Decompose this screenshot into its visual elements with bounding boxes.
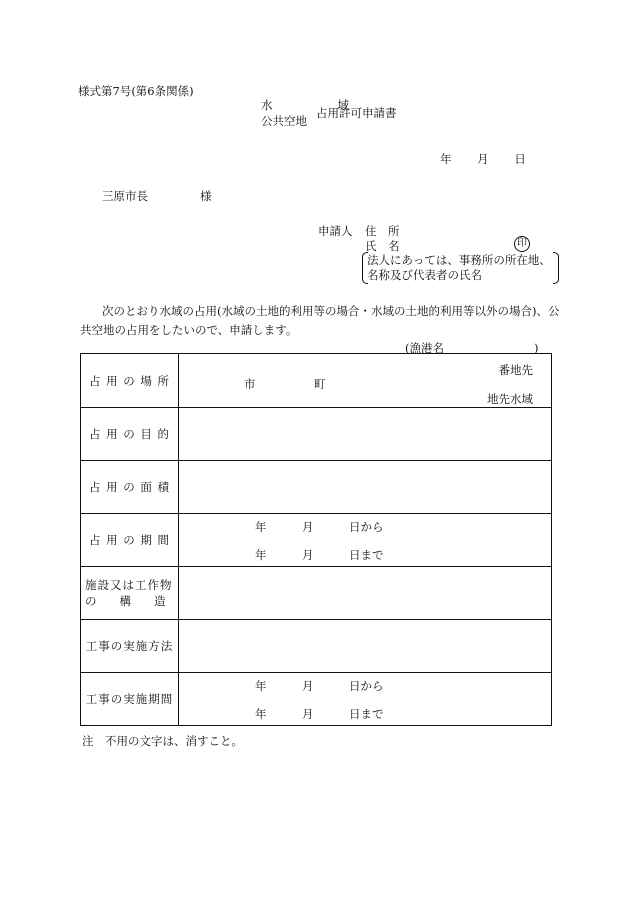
period-from-month: 月: [302, 520, 314, 534]
table-row: [81, 461, 552, 514]
period-to-day: 日まで: [349, 548, 384, 562]
applicant-label: 申請人: [318, 224, 353, 238]
area-field[interactable]: [179, 461, 552, 514]
method-label: 工事の実施方法: [81, 620, 179, 673]
facility-label-zou: 造: [154, 594, 167, 608]
location-town: 町: [314, 377, 326, 391]
application-table: [80, 353, 552, 726]
footnote: 注 不用の文字は、消すこと。: [82, 734, 243, 748]
port-open: (漁港名: [405, 341, 444, 355]
intro-paragraph: 次のとおり水域の占用(水域の土地的利用等の場合・水域の土地的利用等以外の場合)、公共空地の占用をしたいので、申請します。: [80, 304, 560, 337]
facility-label: [81, 567, 179, 620]
corp-note-line2: 名称及び代表者の氏名: [367, 268, 482, 282]
table-row: [81, 408, 552, 461]
work-to-day: 日まで: [349, 707, 384, 721]
work-to-year: 年: [255, 707, 267, 721]
work-to-line: [255, 706, 384, 722]
period-label: 占 用 の 期 間: [81, 514, 179, 567]
location-field[interactable]: [179, 354, 552, 408]
location-banchi: 番地先: [498, 363, 533, 377]
area-label: 占 用 の 面 積: [81, 461, 179, 514]
work-from-month: 月: [302, 679, 314, 693]
table-row: [81, 620, 552, 673]
work-period-label: 工事の実施期間: [81, 673, 179, 726]
work-to-month: 月: [302, 707, 314, 721]
table-row: [81, 567, 552, 620]
addressee-honorific: 様: [200, 189, 212, 203]
method-field[interactable]: [179, 620, 552, 673]
facility-field[interactable]: [179, 567, 552, 620]
work-period-field[interactable]: [179, 673, 552, 726]
purpose-field[interactable]: [179, 408, 552, 461]
table-row: [81, 514, 552, 567]
period-to-year: 年: [255, 548, 267, 562]
work-from-day: 日から: [349, 679, 384, 693]
date-day: 日: [514, 152, 526, 166]
facility-label-line1: 施設又は工作物: [85, 578, 173, 592]
date-line: [440, 151, 548, 167]
addressee-name: 三原市長: [102, 189, 148, 203]
corporation-note: [363, 252, 555, 284]
title-option-water: 水 域: [261, 98, 363, 112]
corp-note-line1: 法人にあっては、事務所の所在地、: [367, 253, 551, 267]
location-water: 地先水域: [487, 392, 533, 406]
title-suffix: 占用許可申請書: [316, 106, 397, 120]
seal-mark: 印: [514, 236, 530, 252]
form-number: 様式第7号(第6条関係): [78, 84, 194, 98]
address-label: 住 所: [365, 224, 400, 238]
port-close: ): [534, 341, 539, 355]
period-to-line: [255, 547, 384, 563]
location-city: 市: [244, 377, 256, 391]
period-to-month: 月: [302, 548, 314, 562]
table-row: [81, 673, 552, 726]
facility-label-kou: 構: [119, 594, 132, 608]
facility-label-no: の: [85, 594, 98, 608]
work-from-line: [255, 678, 384, 694]
period-from-year: 年: [255, 520, 267, 534]
facility-label-line2: [85, 593, 178, 609]
name-label: 氏 名: [365, 239, 400, 253]
period-from-line: [255, 519, 384, 535]
title-option-public-space: 公共空地: [261, 114, 307, 128]
purpose-label: 占 用 の 目 的: [81, 408, 179, 461]
work-from-year: 年: [255, 679, 267, 693]
location-label: 占 用 の 場 所: [81, 354, 179, 408]
date-year: 年: [440, 152, 452, 166]
addressee: [102, 188, 212, 204]
period-from-day: 日から: [349, 520, 384, 534]
period-field[interactable]: [179, 514, 552, 567]
date-month: 月: [477, 152, 489, 166]
table-row: [81, 354, 552, 408]
